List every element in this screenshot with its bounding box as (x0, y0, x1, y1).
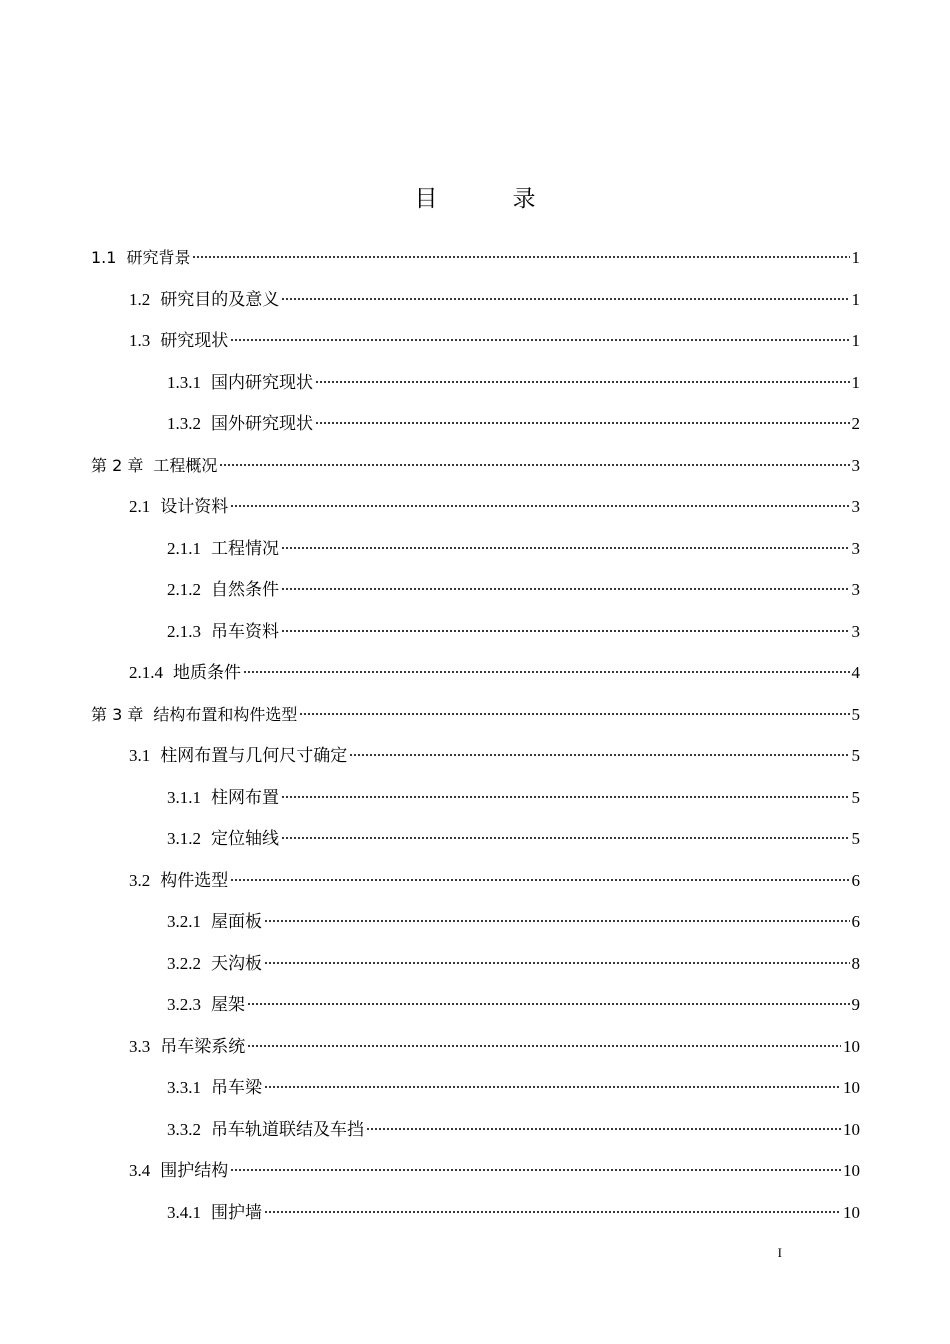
toc-dot-leader (230, 337, 849, 343)
toc-entry-number: 第 2 章 (91, 455, 144, 475)
toc-dot-leader (264, 918, 850, 924)
toc-entry-title: 自然条件 (211, 580, 279, 599)
toc-entry-title: 国外研究现状 (211, 414, 313, 433)
toc-entry[interactable] (167, 412, 860, 436)
toc-entry[interactable] (167, 827, 860, 851)
toc-dot-leader (281, 545, 850, 551)
toc-entry-number: 2.1.3 (167, 621, 201, 641)
toc-entry-number: 3.2.2 (167, 953, 201, 973)
toc-entry-page: 1 (851, 372, 860, 392)
toc-entry-title: 吊车资料 (211, 621, 279, 641)
toc-dot-leader (299, 711, 849, 717)
toc-entry-number: 3.2 (129, 870, 151, 890)
toc-dot-leader (349, 752, 849, 758)
toc-entry-title: 设计资料 (160, 497, 229, 516)
toc-dot-leader (230, 503, 849, 509)
toc-entry[interactable] (129, 329, 860, 353)
toc-entry-title: 吊车轨道联结及车挡 (211, 1119, 364, 1139)
toc-entry-page: 2 (851, 414, 860, 433)
toc-dot-leader (230, 1167, 841, 1173)
toc-entry[interactable] (129, 1035, 860, 1059)
toc-dot-leader (366, 1126, 841, 1132)
toc-entry[interactable] (129, 495, 860, 519)
toc-entry-page: 5 (851, 787, 860, 807)
toc-entry[interactable] (167, 786, 860, 810)
toc-entry-title: 工程概况 (153, 455, 218, 475)
toc-entry-number: 第 3 章 (91, 704, 144, 724)
toc-entry[interactable] (167, 910, 860, 934)
toc-entry-page: 8 (851, 953, 860, 973)
toc-entry-number: 3.1.2 (167, 829, 201, 848)
toc-dot-leader (243, 669, 850, 675)
toc-entry[interactable] (167, 1118, 860, 1142)
toc-dot-leader (281, 794, 850, 800)
toc-dot-leader (315, 379, 850, 385)
toc-entry[interactable] (129, 869, 860, 893)
toc-entry-number: 3.4.1 (167, 1202, 201, 1222)
toc-entry-title: 工程情况 (211, 538, 279, 558)
toc-entry-page: 9 (851, 995, 860, 1014)
toc-entry-title: 研究背景 (126, 248, 191, 267)
toc-dot-leader (315, 420, 850, 426)
toc-entry-number: 1.3.2 (167, 414, 201, 433)
toc-entry-title: 结构布置和构件选型 (153, 704, 298, 724)
toc-entry[interactable] (91, 246, 860, 270)
toc-entry-page: 3 (851, 497, 860, 516)
toc-entry-title: 研究目的及意义 (160, 289, 280, 309)
toc-entry-page: 1 (851, 289, 860, 309)
toc-entry-title: 研究现状 (160, 331, 229, 350)
toc-entry-page: 4 (851, 663, 860, 682)
toc-entry-title: 国内研究现状 (211, 372, 313, 392)
toc-entry-page: 10 (843, 1036, 860, 1056)
toc-entry-page: 1 (851, 248, 860, 267)
toc-entry-page: 3 (851, 621, 860, 641)
toc-entry[interactable] (129, 744, 860, 768)
toc-entry-title: 围护结构 (160, 1161, 229, 1180)
toc-entry[interactable] (91, 703, 860, 727)
toc-entry[interactable] (129, 1159, 860, 1183)
toc-entry-number: 3.3.2 (167, 1119, 201, 1139)
toc-entry-number: 2.1 (129, 497, 151, 516)
toc-entry-page: 3 (851, 455, 860, 475)
toc-entry-number: 3.3 (129, 1036, 151, 1056)
toc-entry-number: 3.4 (129, 1161, 151, 1180)
toc-entry[interactable] (129, 288, 860, 312)
toc-entry-page: 5 (851, 829, 860, 848)
toc-entry-title: 柱网布置与几何尺寸确定 (160, 746, 348, 765)
toc-entry[interactable] (167, 578, 860, 602)
toc-entry-page: 6 (851, 912, 860, 931)
toc-dot-leader (264, 1084, 841, 1090)
toc-entry-number: 3.3.1 (167, 1078, 201, 1097)
toc-entry-title: 吊车梁 (211, 1078, 262, 1097)
toc-dot-leader (192, 254, 849, 260)
toc-entry-title: 屋架 (211, 995, 245, 1014)
toc-dot-leader (281, 628, 850, 634)
toc-entry-title: 地质条件 (173, 663, 241, 682)
toc-dot-leader (247, 1043, 841, 1049)
toc-entry[interactable] (129, 661, 860, 685)
toc-entry[interactable] (167, 620, 860, 644)
toc-entry-title: 屋面板 (211, 912, 262, 931)
toc-dot-leader (264, 960, 850, 966)
toc-entry-page: 3 (851, 538, 860, 558)
toc-entry-page: 10 (843, 1078, 860, 1097)
toc-entry-number: 1.2 (129, 289, 151, 309)
toc-dot-leader (247, 1001, 850, 1007)
toc-entry-title: 定位轴线 (211, 829, 279, 848)
toc-entry-number: 2.1.1 (167, 538, 201, 558)
toc-entry[interactable] (167, 1201, 860, 1225)
toc-entry[interactable] (167, 993, 860, 1017)
toc-entry-title: 构件选型 (160, 870, 229, 890)
toc-entry-number: 1.1 (91, 248, 117, 267)
toc-entry-page: 10 (843, 1161, 860, 1180)
toc-dot-leader (281, 586, 850, 592)
toc-entry-title: 天沟板 (211, 953, 262, 973)
toc-entry-page: 3 (851, 580, 860, 599)
toc-entry-number: 2.1.2 (167, 580, 201, 599)
toc-entry-page: 10 (843, 1119, 860, 1139)
toc-dot-leader (230, 877, 849, 883)
toc-dot-leader (264, 1209, 841, 1215)
toc-entry-page: 5 (851, 746, 860, 765)
toc-entry-title: 柱网布置 (211, 787, 279, 807)
toc-entry[interactable] (167, 537, 860, 561)
toc-entry[interactable] (167, 1076, 860, 1100)
toc-entry[interactable] (91, 454, 860, 478)
toc-entry-page: 1 (851, 331, 860, 350)
toc-entry-page: 5 (851, 704, 860, 724)
toc-entry-number: 3.1 (129, 746, 151, 765)
toc-entry-number: 3.2.1 (167, 912, 201, 931)
toc-entry-number: 1.3.1 (167, 372, 201, 392)
page-number: I (777, 1245, 782, 1260)
toc-entry[interactable] (167, 371, 860, 395)
toc-entry-title: 吊车梁系统 (160, 1036, 246, 1056)
toc-entry[interactable] (167, 952, 860, 976)
toc-entry-page: 6 (851, 870, 860, 890)
toc-entry-number: 1.3 (129, 331, 151, 350)
toc-entry-number: 3.1.1 (167, 787, 201, 807)
toc-dot-leader (219, 462, 849, 468)
toc-entry-number: 3.2.3 (167, 995, 201, 1014)
page-title: 目 录 (414, 186, 562, 212)
toc-dot-leader (281, 296, 849, 302)
toc-entry-number: 2.1.4 (129, 663, 163, 682)
toc-entry-title: 围护墙 (211, 1202, 262, 1222)
toc-dot-leader (281, 835, 850, 841)
toc-entry-page: 10 (843, 1202, 860, 1222)
